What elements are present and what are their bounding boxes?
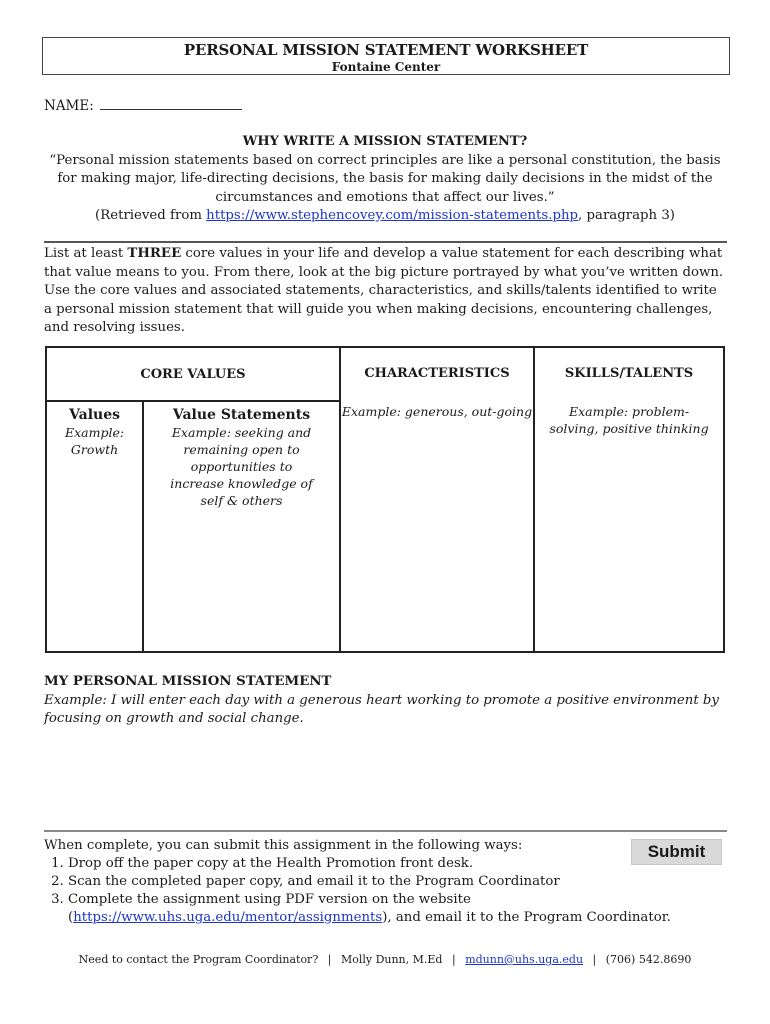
header-core-values: CORE VALUES: [46, 347, 340, 401]
coordinator-phone: (706) 542.8690: [605, 953, 692, 966]
mission-title: MY PERSONAL MISSION STATEMENT: [44, 674, 332, 689]
statements-heading: Value Statements: [172, 407, 311, 423]
step3-open: (: [68, 910, 74, 925]
submit-button[interactable]: Submit: [631, 839, 722, 865]
why-section: [44, 133, 726, 226]
covey-link[interactable]: https://www.stephencovey.com/mission-statements.php: [206, 208, 579, 223]
values-cell[interactable]: [46, 401, 143, 652]
instructions: [44, 245, 728, 338]
characteristics-example: Example: generous, out-going: [341, 404, 533, 419]
title-box: [42, 37, 730, 75]
mission-section: [44, 673, 734, 729]
values-example: Example: Growth: [65, 425, 125, 457]
step3-close: ), and email it to the Program Coordinator.: [382, 910, 671, 925]
name-input[interactable]: [100, 96, 242, 110]
values-heading: Values: [69, 407, 121, 423]
skills-column[interactable]: [534, 347, 724, 652]
step3-text: Complete the assignment using PDF version on the website: [68, 892, 471, 907]
divider-top: [44, 241, 727, 243]
skills-example: Example: problem-solving, positive thinking: [549, 404, 709, 436]
submission-step: 1. Drop off the paper copy at the Health Promotion front desk.: [68, 855, 734, 873]
contact-prompt: Need to contact the Program Coordinator?: [78, 953, 319, 966]
why-heading: WHY WRITE A MISSION STATEMENT?: [242, 134, 528, 149]
submission-step: 2. Scan the completed paper copy, and email it to the Program Coordinator: [68, 873, 734, 891]
coordinator-email-link[interactable]: mdunn@uhs.uga.edu: [465, 953, 584, 966]
statements-cell[interactable]: [143, 401, 340, 652]
retrieved-prefix: (Retrieved from: [95, 208, 207, 223]
name-label: NAME:: [44, 98, 94, 114]
intro-text-2: core values in your life and develop a value statement for each describing what that value means to you. From there, look at the big picture portrayed by what you’ve written down. Use the core values and associated statements, characteristics, and skills/talents identified to write a personal mission statement that will guide you when making decisions, encountering challenges, and resolving issues.: [44, 246, 724, 335]
mission-example: Example: I will enter each day with a generous heart working to promote a positive environment by focusing on growth and social change.: [44, 692, 719, 726]
retrieved-line: [44, 207, 726, 226]
assignments-link[interactable]: https://www.uhs.uga.edu/mentor/assignments: [73, 910, 383, 925]
page-title: PERSONAL MISSION STATEMENT WORKSHEET: [183, 41, 589, 59]
characteristics-column[interactable]: [340, 347, 534, 652]
intro-emphasis: THREE: [127, 246, 182, 261]
header-characteristics: CHARACTERISTICS: [364, 366, 510, 381]
contact-footer: [44, 953, 726, 966]
submission-intro: When complete, you can submit this assignment in the following ways:: [44, 838, 523, 853]
coordinator-name: Molly Dunn, M.Ed: [340, 953, 443, 966]
page-subtitle: Fontaine Center: [331, 60, 441, 74]
why-quote: “Personal mission statements based on correct principles are like a personal constitution, the basis for making major, life-directing decisions, the basis for making daily decisions in the midst of the circumstances and emotions that affect our lives.”: [49, 152, 721, 205]
separator: |: [592, 953, 597, 966]
separator: |: [327, 953, 332, 966]
submission-step: [68, 891, 734, 927]
statements-example: Example: seeking and remaining open to opportunities to increase knowledge of self & others: [170, 425, 313, 508]
retrieved-suffix: , paragraph 3): [578, 208, 675, 223]
separator: |: [451, 953, 456, 966]
submission-steps: [44, 855, 734, 927]
core-values-table: [45, 346, 725, 653]
divider-bottom: [44, 830, 727, 832]
intro-text-1: List at least: [44, 246, 128, 261]
name-row: [44, 96, 242, 114]
header-skills: SKILLS/TALENTS: [564, 366, 694, 381]
